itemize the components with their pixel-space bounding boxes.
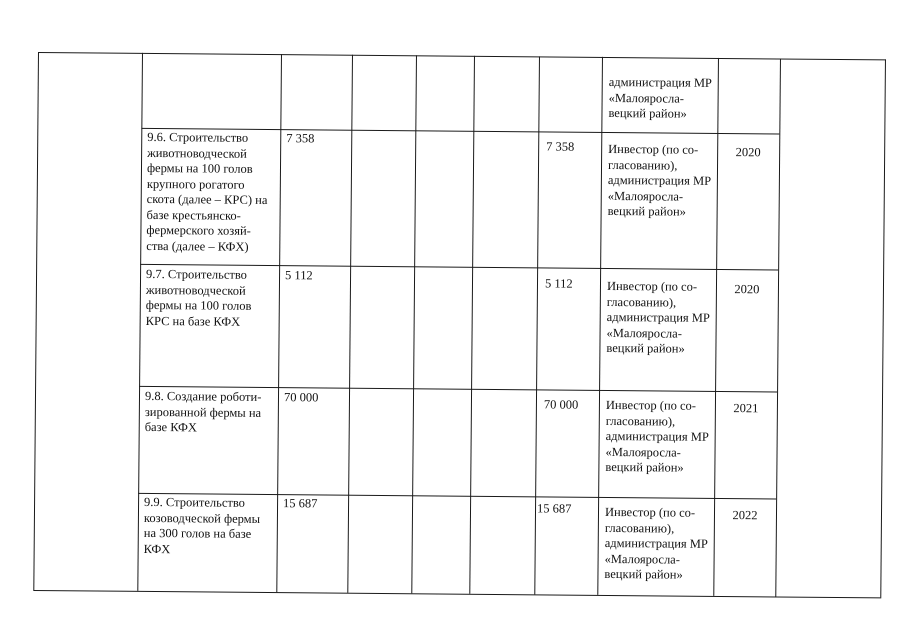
amount-extra-cell: 5 112 xyxy=(544,276,573,291)
column-border xyxy=(33,52,39,590)
year-cell: 2020 xyxy=(734,282,760,297)
year-cell: 2022 xyxy=(732,508,758,523)
responsible-cell: Инвестор (по со-гласованию), администрация МР «Малояросла-вецкий район» xyxy=(605,397,709,475)
column-border xyxy=(347,55,353,593)
table-top-border xyxy=(38,52,886,60)
column-border xyxy=(469,56,475,594)
column-border xyxy=(411,55,417,593)
column-border xyxy=(880,59,886,597)
measure-name-cell: 9.9. Строительство козоводческой фермы на 300 голов на базе КФХ xyxy=(143,494,261,556)
amount-extra-cell: 7 358 xyxy=(546,139,575,154)
measure-name-cell: 9.6. Строительство животноводческой фермы на 100 голов крупного рогатого скота (далее – КРС) на базе крестьянско-фермерского хозяй-ства (далее – КФХ) xyxy=(146,129,268,254)
amount-extra-cell: 15 687 xyxy=(536,501,572,516)
measure-name-cell: 9.7. Строительство животноводческой фермы на 100 голов КРС на базе КФХ xyxy=(145,266,252,329)
amount-total-cell: 15 687 xyxy=(283,496,318,511)
budget-table xyxy=(33,52,886,612)
responsible-cell: Инвестор (по со-гласованию), администрация МР «Малояросла-вецкий район» xyxy=(604,504,708,582)
column-border xyxy=(276,54,282,592)
responsible-cell: Инвестор (по со-гласованию), администрация МР «Малояросла-вецкий район» xyxy=(606,278,710,356)
continued-responsible-cell: администрация МР «Малояросла-вецкий район» xyxy=(608,74,712,121)
year-cell: 2020 xyxy=(735,145,761,160)
amount-total-cell: 70 000 xyxy=(283,390,319,405)
column-border xyxy=(137,53,143,591)
year-cell: 2021 xyxy=(733,401,759,416)
amount-total-cell: 5 112 xyxy=(285,268,313,283)
measure-name-cell: 9.8. Создание роботи-зированной фермы на базе КФХ xyxy=(144,388,262,435)
amount-total-cell: 7 358 xyxy=(286,131,315,146)
responsible-cell: Инвестор (по со-гласованию), администрация МР «Малояросла-вецкий район» xyxy=(607,141,712,219)
column-border xyxy=(597,57,603,595)
column-border xyxy=(775,58,781,596)
amount-extra-cell: 70 000 xyxy=(543,397,579,412)
table-bottom-border xyxy=(33,590,881,598)
